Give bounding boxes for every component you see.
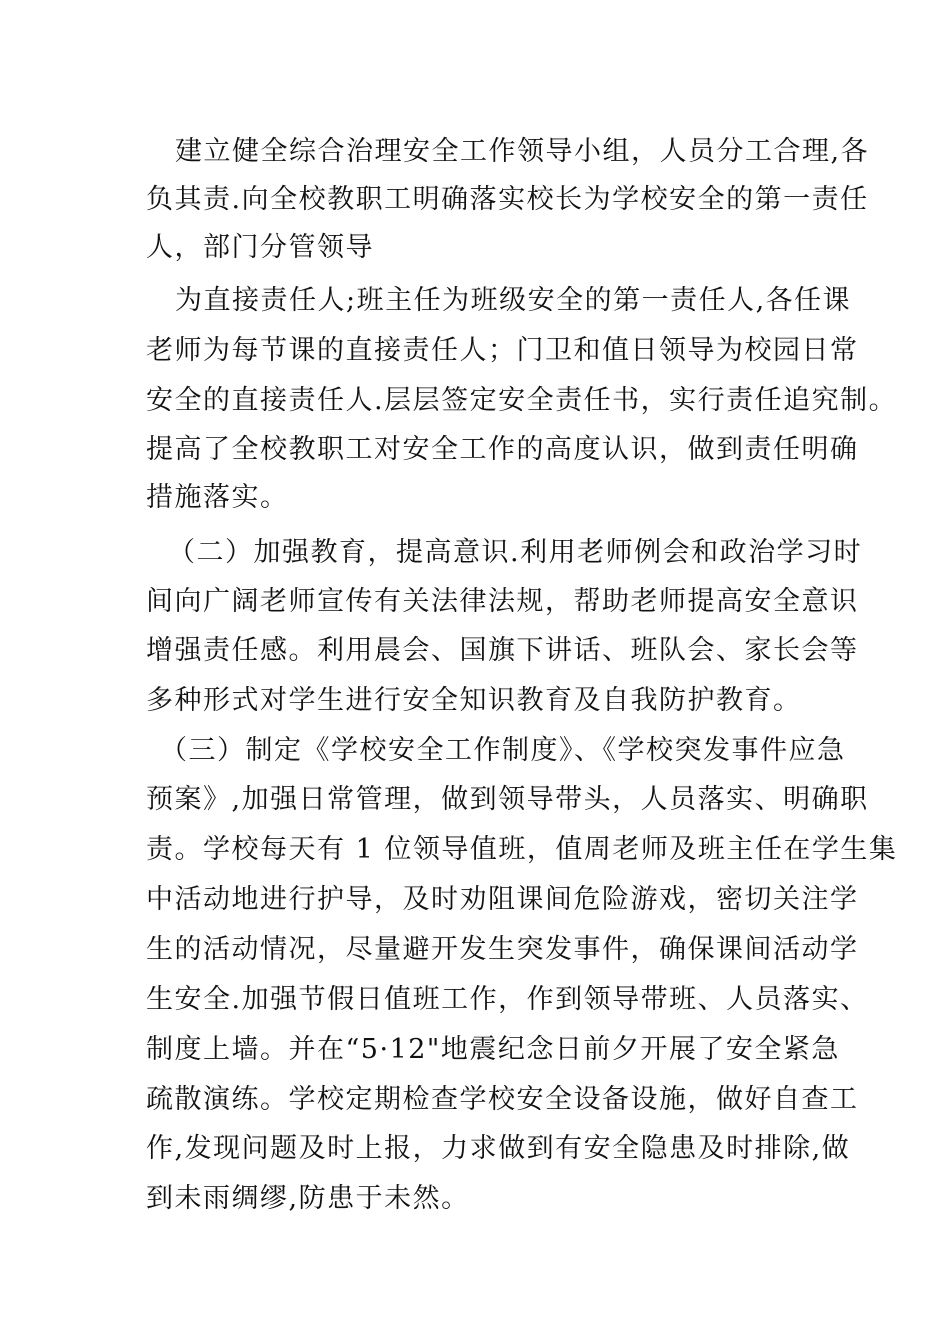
body-text-line: 间向广阔老师宣传有关法律法规，帮助老师提高安全意识 — [146, 586, 859, 617]
body-text-line: （三）制定《学校安全工作制度》、《学校突发事件应急 — [160, 735, 846, 766]
body-text-line: 疏散演练。学校定期检查学校安全设备设施，做好自查工 — [146, 1084, 859, 1115]
body-text-line: 到未雨绸缪,防患于未然。 — [146, 1183, 470, 1214]
body-text-line: 生安全.加强节假日值班工作，作到领导带班、人员落实、 — [146, 984, 869, 1015]
body-text-line: 作,发现问题及时上报，力求做到有安全隐患及时排除,做 — [146, 1133, 851, 1164]
body-text-line: 为直接责任人;班主任为班级安全的第一责任人,各任课 — [175, 285, 852, 316]
body-text-line: 多种形式对学生进行安全知识教育及自我防护教育。 — [146, 685, 802, 716]
body-text-line: 老师为每节课的直接责任人；门卫和值日领导为校园日常 — [146, 335, 859, 366]
body-text-line: 责。学校每天有 1 位领导值班，值周老师及班主任在学生集 — [146, 834, 898, 865]
body-text-line: 负其责.向全校教职工明确落实校长为学校安全的第一责任 — [146, 184, 869, 215]
body-text-line: （二）加强教育，提高意识.利用老师例会和政治学习时 — [168, 537, 863, 568]
body-text-line: 中活动地进行护导，及时劝阻课间危险游戏，密切关注学 — [146, 884, 859, 915]
body-text-line: 安全的直接责任人.层层签定安全责任书，实行责任追究制。 — [146, 385, 898, 416]
body-text-line: 建立健全综合治理安全工作领导小组，人员分工合理,各 — [175, 136, 870, 167]
body-text-line: 人，部门分管领导 — [146, 232, 374, 263]
body-text-line: 提高了全校教职工对安全工作的高度认识，做到责任明确 — [146, 434, 859, 465]
body-text-line: 生的活动情况，尽量避开发生突发事件，确保课间活动学 — [146, 934, 859, 965]
body-text-line: 预案》,加强日常管理，做到领导带头，人员落实、明确职 — [146, 784, 869, 815]
body-text-line: 增强责任感。利用晨会、国旗下讲话、班队会、家长会等 — [146, 635, 859, 666]
body-text-line: 制度上墙。并在“5·12"地震纪念日前夕开展了安全紧急 — [146, 1034, 840, 1065]
body-text-line: 措施落实。 — [146, 482, 289, 513]
